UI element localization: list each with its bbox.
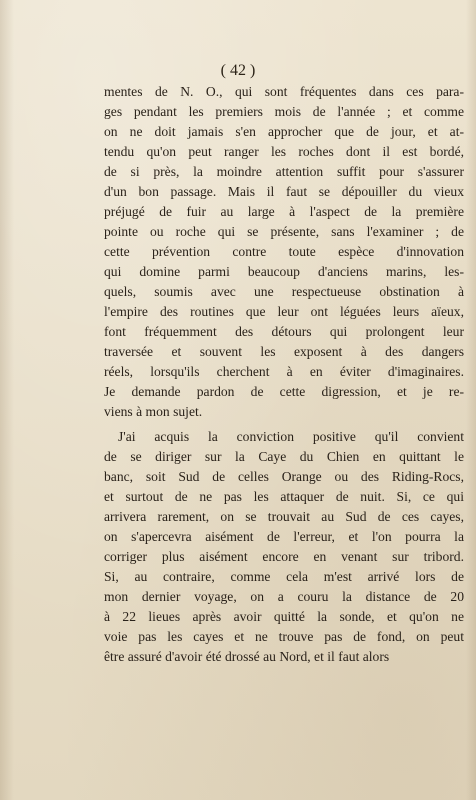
paragraph-1 — [104, 82, 464, 422]
page-edge-shadow-right — [466, 0, 476, 800]
page-number: ( 42 ) — [220, 62, 256, 79]
text-line: l'empire des routines que leur ont léguées leurs aïeux, — [104, 304, 464, 319]
text-line: de se diriger sur la Caye du Chien en quittant le — [104, 449, 464, 464]
text-line: on s'apercevra aisément de l'erreur, et l'on pourra la — [104, 529, 464, 544]
text-line: corriger plus aisément encore en venant sur tribord. — [104, 549, 464, 564]
text-line: traversée et souvent les exposent à des dangers — [104, 344, 464, 359]
text-line: tendu qu'on peut ranger les roches dont il est bordé, — [104, 144, 464, 159]
text-line: voie pas les cayes et ne trouve pas de fond, on peut — [104, 629, 464, 644]
text-line: à 22 lieues après avoir quitté la sonde, et qu'on ne — [104, 609, 464, 624]
paragraph-2 — [104, 427, 464, 667]
text-line: cette prévention contre toute espèce d'innovation — [104, 244, 464, 259]
text-line: arrivera rarement, on se trouvait au Sud de ces cayes, — [104, 509, 464, 524]
text-line: banc, soit Sud de celles Orange ou des Riding-Rocs, — [104, 469, 464, 484]
text-line: d'un bon passage. Mais il faut se dépouiller du vieux — [104, 184, 464, 199]
body-text — [104, 82, 464, 667]
text-line: mentes de N. O., qui sont fréquentes dans ces para- — [104, 84, 464, 99]
text-line: mon dernier voyage, on a couru la distance de 20 — [104, 589, 464, 604]
text-line: on ne doit jamais s'en approcher que de jour, et at- — [104, 124, 464, 139]
text-line: qui domine parmi beaucoup d'anciens marins, les- — [104, 264, 464, 279]
text-line: préjugé de fuir au large à l'aspect de la première — [104, 204, 464, 219]
text-line: de si près, la moindre attention suffit pour s'assurer — [104, 164, 464, 179]
text-line: ges pendant les premiers mois de l'année ; et comme — [104, 104, 464, 119]
text-line: quels, soumis avec une respectueuse obstination à — [104, 284, 464, 299]
text-line: réels, lorsqu'ils cherchent à en éviter d'imaginaires. — [104, 364, 464, 379]
text-line: J'ai acquis la conviction positive qu'il convient — [118, 429, 464, 444]
text-line: Je demande pardon de cette digression, et je re- — [104, 384, 464, 399]
text-line: être assuré d'avoir été drossé au Nord, et il faut alors — [104, 649, 390, 664]
text-line: et surtout de ne pas les attaquer de nuit. Si, ce qui — [104, 489, 464, 504]
page-edge-shadow-left — [0, 0, 14, 800]
text-line: Si, au contraire, comme cela m'est arrivé lors de — [104, 569, 464, 584]
text-line: font fréquemment des détours qui prolongent leur — [104, 324, 464, 339]
text-line: pointe ou roche qui se présente, sans l'examiner ; de — [104, 224, 464, 239]
text-line: viens à mon sujet. — [104, 404, 203, 419]
